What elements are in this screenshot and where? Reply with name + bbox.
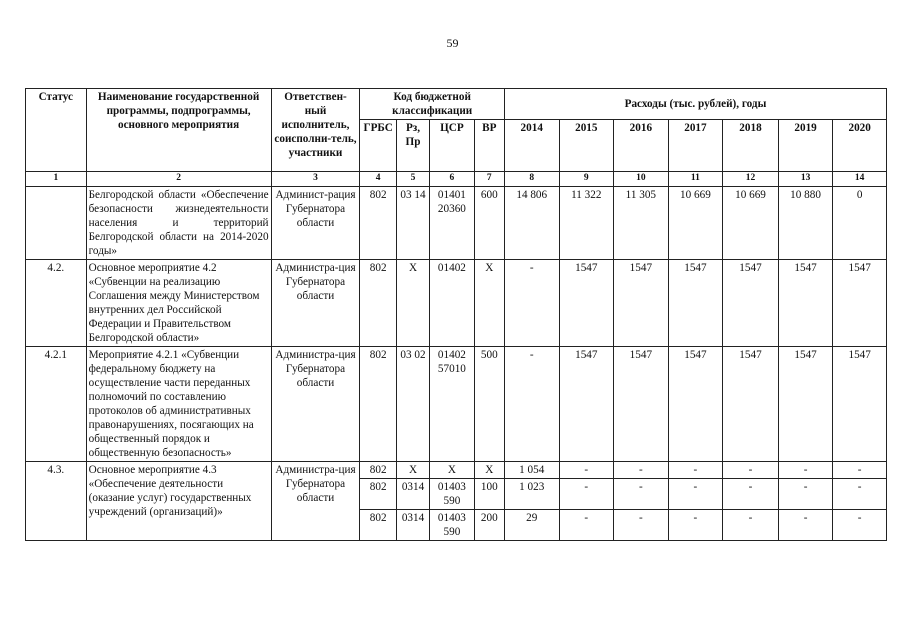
header-status: Статус bbox=[26, 89, 87, 172]
grbs-cell: 802 bbox=[360, 259, 396, 346]
name-cell: Основное мероприятие 4.3 «Обеспечение деятельности (оказание услуг) государственных учреждений (организаций)» bbox=[86, 461, 271, 540]
column-number: 6 bbox=[430, 172, 474, 187]
value-cell: - bbox=[668, 478, 723, 509]
column-number-row bbox=[26, 172, 887, 187]
value-cell: - bbox=[559, 509, 614, 540]
column-number: 10 bbox=[614, 172, 669, 187]
value-cell: - bbox=[833, 461, 887, 478]
value-cell: 1547 bbox=[833, 346, 887, 461]
value-cell: - bbox=[668, 509, 723, 540]
responsible-cell: Админист-рация Губернатора области bbox=[271, 186, 360, 259]
value-cell: 1547 bbox=[559, 346, 614, 461]
column-number: 4 bbox=[360, 172, 396, 187]
rzpr-cell: 03 14 bbox=[396, 186, 429, 259]
header-name: Наименование государственной программы, подпрограммы, основного мероприятия bbox=[86, 89, 271, 172]
vr-cell: 600 bbox=[474, 186, 504, 259]
value-cell: - bbox=[833, 478, 887, 509]
value-cell: 14 806 bbox=[504, 186, 559, 259]
value-cell: - bbox=[559, 461, 614, 478]
header-year: 2015 bbox=[559, 120, 614, 172]
value-cell: 1547 bbox=[778, 346, 833, 461]
vr-cell: 200 bbox=[474, 509, 504, 540]
header-year: 2019 bbox=[778, 120, 833, 172]
value-cell: - bbox=[778, 478, 833, 509]
csr-cell: Х bbox=[430, 461, 474, 478]
csr-cell: 01401 20360 bbox=[430, 186, 474, 259]
status-cell bbox=[26, 186, 87, 259]
budget-table bbox=[25, 88, 887, 541]
value-cell: 1547 bbox=[668, 346, 723, 461]
value-cell: 10 669 bbox=[723, 186, 779, 259]
value-cell: - bbox=[668, 461, 723, 478]
value-cell: 0 bbox=[833, 186, 887, 259]
value-cell: 1547 bbox=[559, 259, 614, 346]
column-number: 14 bbox=[833, 172, 887, 187]
value-cell: 1547 bbox=[778, 259, 833, 346]
value-cell: - bbox=[723, 509, 779, 540]
rzpr-cell: 0314 bbox=[396, 478, 429, 509]
header-year: 2020 bbox=[833, 120, 887, 172]
vr-cell: 100 bbox=[474, 478, 504, 509]
table-row bbox=[26, 186, 887, 259]
value-cell: 1547 bbox=[614, 346, 669, 461]
value-cell: - bbox=[614, 461, 669, 478]
column-number: 1 bbox=[26, 172, 87, 187]
column-number: 3 bbox=[271, 172, 360, 187]
value-cell: - bbox=[614, 509, 669, 540]
csr-cell: 01403 590 bbox=[430, 478, 474, 509]
header-grbs: ГРБС bbox=[360, 120, 396, 172]
value-cell: 1547 bbox=[723, 259, 779, 346]
name-cell: Мероприятие 4.2.1 «Субвенции федеральному бюджету на осуществление части переданных полномочий по составлению протоколов об административных правонарушениях, посягающих на общественный порядок и общественную безопасность» bbox=[86, 346, 271, 461]
rzpr-cell: 03 02 bbox=[396, 346, 429, 461]
header-responsible: Ответствен-ный исполнитель, соисполни-тель, участники bbox=[271, 89, 360, 172]
header-year: 2017 bbox=[668, 120, 723, 172]
header-vr: ВР bbox=[474, 120, 504, 172]
header-year: 2018 bbox=[723, 120, 779, 172]
value-cell: 1547 bbox=[668, 259, 723, 346]
column-number: 11 bbox=[668, 172, 723, 187]
column-number: 7 bbox=[474, 172, 504, 187]
name-cell: Основное мероприятие 4.2 «Субвенции на реализацию Соглашения между Министерством внутренних дел Российской Федерации и Правительством Белгородской области» bbox=[86, 259, 271, 346]
value-cell: - bbox=[504, 259, 559, 346]
value-cell: 10 669 bbox=[668, 186, 723, 259]
header-rzpr: Рз, Пр bbox=[396, 120, 429, 172]
header-expenses: Расходы (тыс. рублей), годы bbox=[504, 89, 886, 120]
responsible-cell: Администра-ция Губернатора области bbox=[271, 346, 360, 461]
header-row-1 bbox=[26, 89, 887, 120]
value-cell: - bbox=[778, 461, 833, 478]
rzpr-cell: Х bbox=[396, 259, 429, 346]
table-row bbox=[26, 259, 887, 346]
value-cell: - bbox=[778, 509, 833, 540]
value-cell: - bbox=[614, 478, 669, 509]
grbs-cell: 802 bbox=[360, 509, 396, 540]
value-cell: 11 322 bbox=[559, 186, 614, 259]
value-cell: 1547 bbox=[723, 346, 779, 461]
value-cell: - bbox=[504, 346, 559, 461]
value-cell: - bbox=[723, 461, 779, 478]
csr-cell: 01402 57010 bbox=[430, 346, 474, 461]
table-row bbox=[26, 461, 887, 478]
column-number: 13 bbox=[778, 172, 833, 187]
responsible-cell: Администра-ция Губернатора области bbox=[271, 461, 360, 540]
column-number: 9 bbox=[559, 172, 614, 187]
csr-cell: 01403 590 bbox=[430, 509, 474, 540]
value-cell: 1 023 bbox=[504, 478, 559, 509]
rzpr-cell: Х bbox=[396, 461, 429, 478]
value-cell: 1547 bbox=[833, 259, 887, 346]
grbs-cell: 802 bbox=[360, 346, 396, 461]
vr-cell: Х bbox=[474, 259, 504, 346]
header-year: 2016 bbox=[614, 120, 669, 172]
status-cell: 4.3. bbox=[26, 461, 87, 540]
name-cell: Белгородской области «Обеспечение безопасности жизнедеятельности населения и территорий Белгородской области на 2014-2020 годы» bbox=[86, 186, 271, 259]
vr-cell: 500 bbox=[474, 346, 504, 461]
value-cell: 11 305 bbox=[614, 186, 669, 259]
column-number: 12 bbox=[723, 172, 779, 187]
header-csr: ЦСР bbox=[430, 120, 474, 172]
value-cell: - bbox=[723, 478, 779, 509]
csr-cell: 01402 bbox=[430, 259, 474, 346]
table-row bbox=[26, 346, 887, 461]
grbs-cell: 802 bbox=[360, 478, 396, 509]
status-cell: 4.2. bbox=[26, 259, 87, 346]
grbs-cell: 802 bbox=[360, 461, 396, 478]
header-budget-code: Код бюджетной классификации bbox=[360, 89, 504, 120]
value-cell: 1547 bbox=[614, 259, 669, 346]
header-year: 2014 bbox=[504, 120, 559, 172]
grbs-cell: 802 bbox=[360, 186, 396, 259]
page-number: 59 bbox=[446, 36, 459, 50]
rzpr-cell: 0314 bbox=[396, 509, 429, 540]
vr-cell: Х bbox=[474, 461, 504, 478]
value-cell: 1 054 bbox=[504, 461, 559, 478]
value-cell: 10 880 bbox=[778, 186, 833, 259]
value-cell: - bbox=[559, 478, 614, 509]
responsible-cell: Администра-ция Губернатора области bbox=[271, 259, 360, 346]
column-number: 8 bbox=[504, 172, 559, 187]
value-cell: - bbox=[833, 509, 887, 540]
value-cell: 29 bbox=[504, 509, 559, 540]
column-number: 2 bbox=[86, 172, 271, 187]
status-cell: 4.2.1 bbox=[26, 346, 87, 461]
column-number: 5 bbox=[396, 172, 429, 187]
